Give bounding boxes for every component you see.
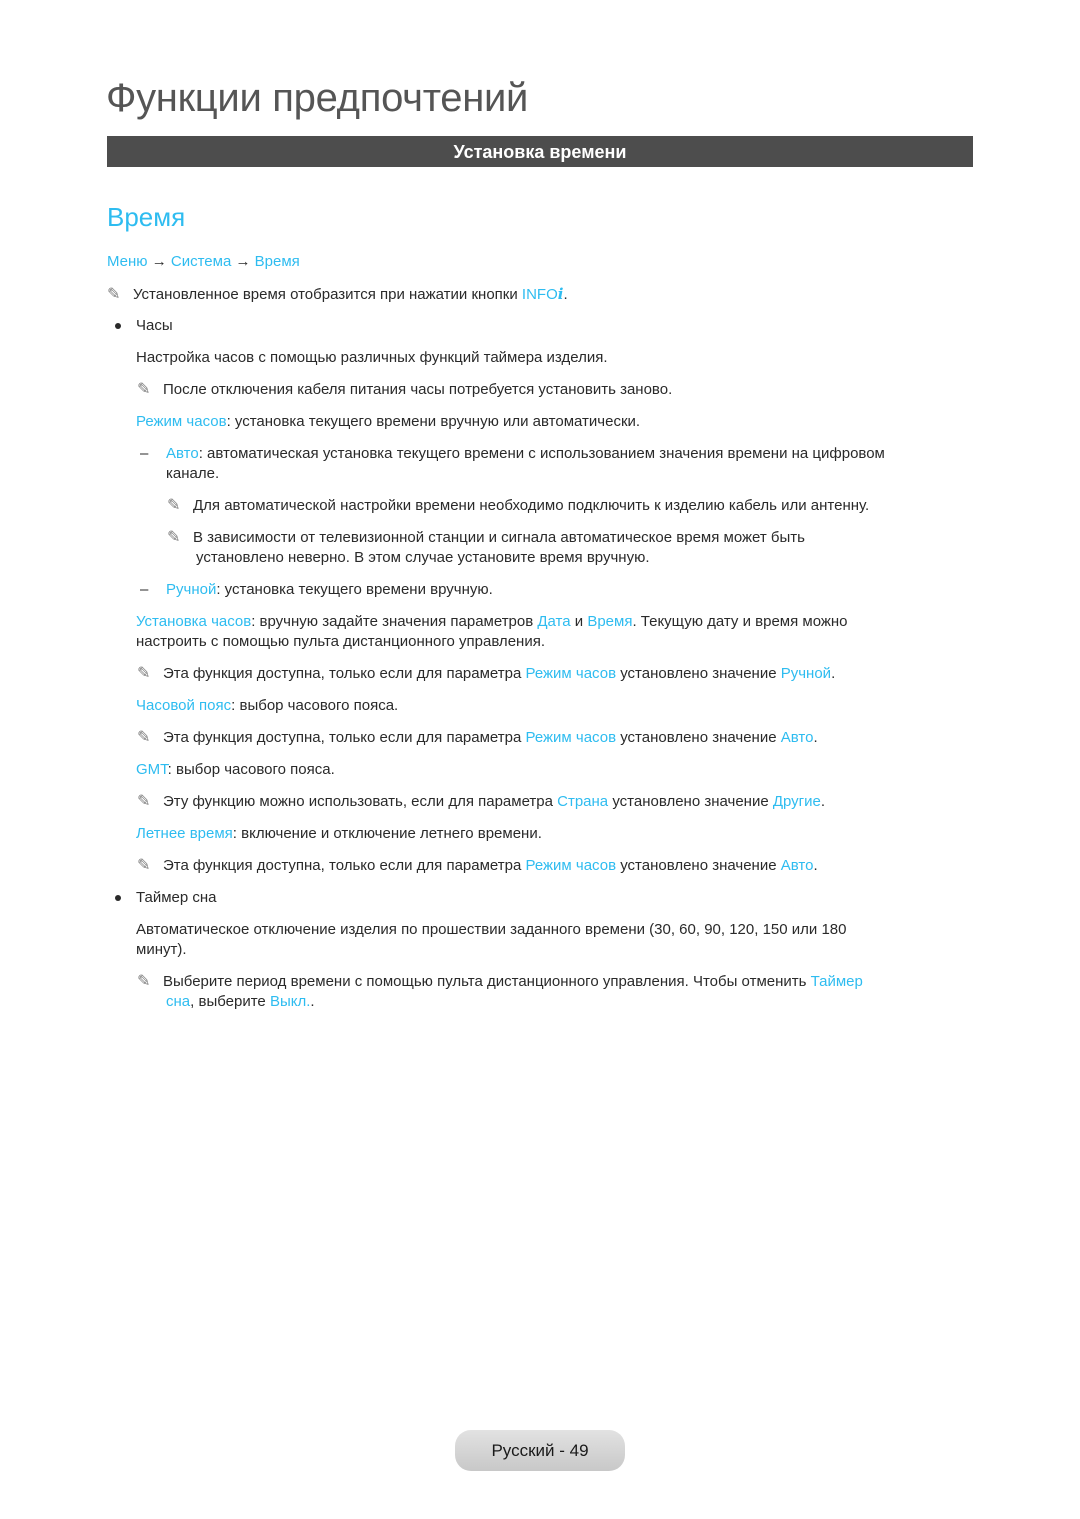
section-title-bar: Установка времени <box>107 136 973 167</box>
pencil-note-icon: ✎ <box>137 381 151 398</box>
pencil-note-icon: ✎ <box>167 497 181 514</box>
page-number-badge: Русский - 49 <box>455 1430 625 1471</box>
section-heading: Время <box>107 202 186 232</box>
dash: – <box>140 581 149 598</box>
clock-set: Установка часов: вручную задайте значения параметров Дата и Время. Текущую дату и время можно <box>136 613 848 630</box>
note-sleep: ✎ Выберите период времени с помощью пульта дистанционного управления. Чтобы отменить Таймер <box>137 973 863 990</box>
clock-label: Часы <box>136 317 173 334</box>
sleep-label: Таймер сна <box>136 889 217 906</box>
dash: – <box>140 445 149 462</box>
note-sleep-cont: сна, выберите Выкл.. <box>166 993 315 1010</box>
note-auto-station-cont: установлено неверно. В этом случае установите время вручную. <box>196 549 650 566</box>
info-i-icon: i <box>557 285 564 303</box>
pencil-note-icon: ✎ <box>137 793 151 810</box>
note-gmt: ✎ Эту функцию можно использовать, если для параметра Страна установлено значение Другие. <box>137 793 826 810</box>
pencil-note-icon: ✎ <box>107 286 121 303</box>
note-info: ✎ Установленное время отобразится при нажатии кнопки INFOi. <box>107 285 568 303</box>
clock-set-cont: настроить с помощью пульта дистанционного управления. <box>136 633 545 650</box>
note-dst: ✎ Эта функция доступна, только если для параметра Режим часов установлено значение Авто. <box>137 857 818 874</box>
note-power: ✎ После отключения кабеля питания часы потребуется установить заново. <box>137 381 673 398</box>
gmt-desc: GMT: выбор часового пояса. <box>136 761 335 778</box>
breadcrumb-arrow: → <box>235 253 251 270</box>
clock-desc: Настройка часов с помощью различных функций таймера изделия. <box>136 349 608 366</box>
breadcrumb-arrow: → <box>151 253 167 270</box>
note-manual-only: ✎ Эта функция доступна, только если для параметра Режим часов установлено значение Ручной. <box>137 665 836 682</box>
timezone-desc: Часовой пояс: выбор часового пояса. <box>136 697 399 714</box>
breadcrumb-system: Система <box>170 253 232 270</box>
note-auto-station: ✎ В зависимости от телевизионной станции и сигнала автоматическое время может быть <box>167 529 805 546</box>
sleep-desc-cont: минут). <box>136 941 187 958</box>
sleep-desc: Автоматическое отключение изделия по прошествии заданного времени (30, 60, 90, 120, 150 или 180 <box>136 921 847 938</box>
pencil-note-icon: ✎ <box>137 857 151 874</box>
bullet <box>115 895 121 901</box>
bullet <box>115 323 121 329</box>
manual-desc: Ручной: установка текущего времени вручную. <box>166 581 493 598</box>
breadcrumb <box>107 252 300 272</box>
dst-desc: Летнее время: включение и отключение летнего времени. <box>136 825 542 842</box>
info-button-label: INFO <box>521 286 558 303</box>
pencil-note-icon: ✎ <box>167 529 181 546</box>
page-title: Функции предпочтений <box>106 76 529 120</box>
pencil-note-icon: ✎ <box>137 665 151 682</box>
clock-mode: Режим часов: установка текущего времени вручную или автоматически. <box>136 413 641 430</box>
breadcrumb-time: Время <box>254 253 300 270</box>
note-auto-cable: ✎ Для автоматической настройки времени необходимо подключить к изделию кабель или антенну. <box>167 497 870 514</box>
auto-desc: Авто: автоматическая установка текущего времени с использованием значения времени на цифровом <box>166 445 885 462</box>
auto-desc-cont: канале. <box>166 465 220 482</box>
breadcrumb-menu: Меню <box>107 253 148 270</box>
pencil-note-icon: ✎ <box>137 973 151 990</box>
pencil-note-icon: ✎ <box>137 729 151 746</box>
note-auto-only: ✎ Эта функция доступна, только если для параметра Режим часов установлено значение Авто. <box>137 729 818 746</box>
